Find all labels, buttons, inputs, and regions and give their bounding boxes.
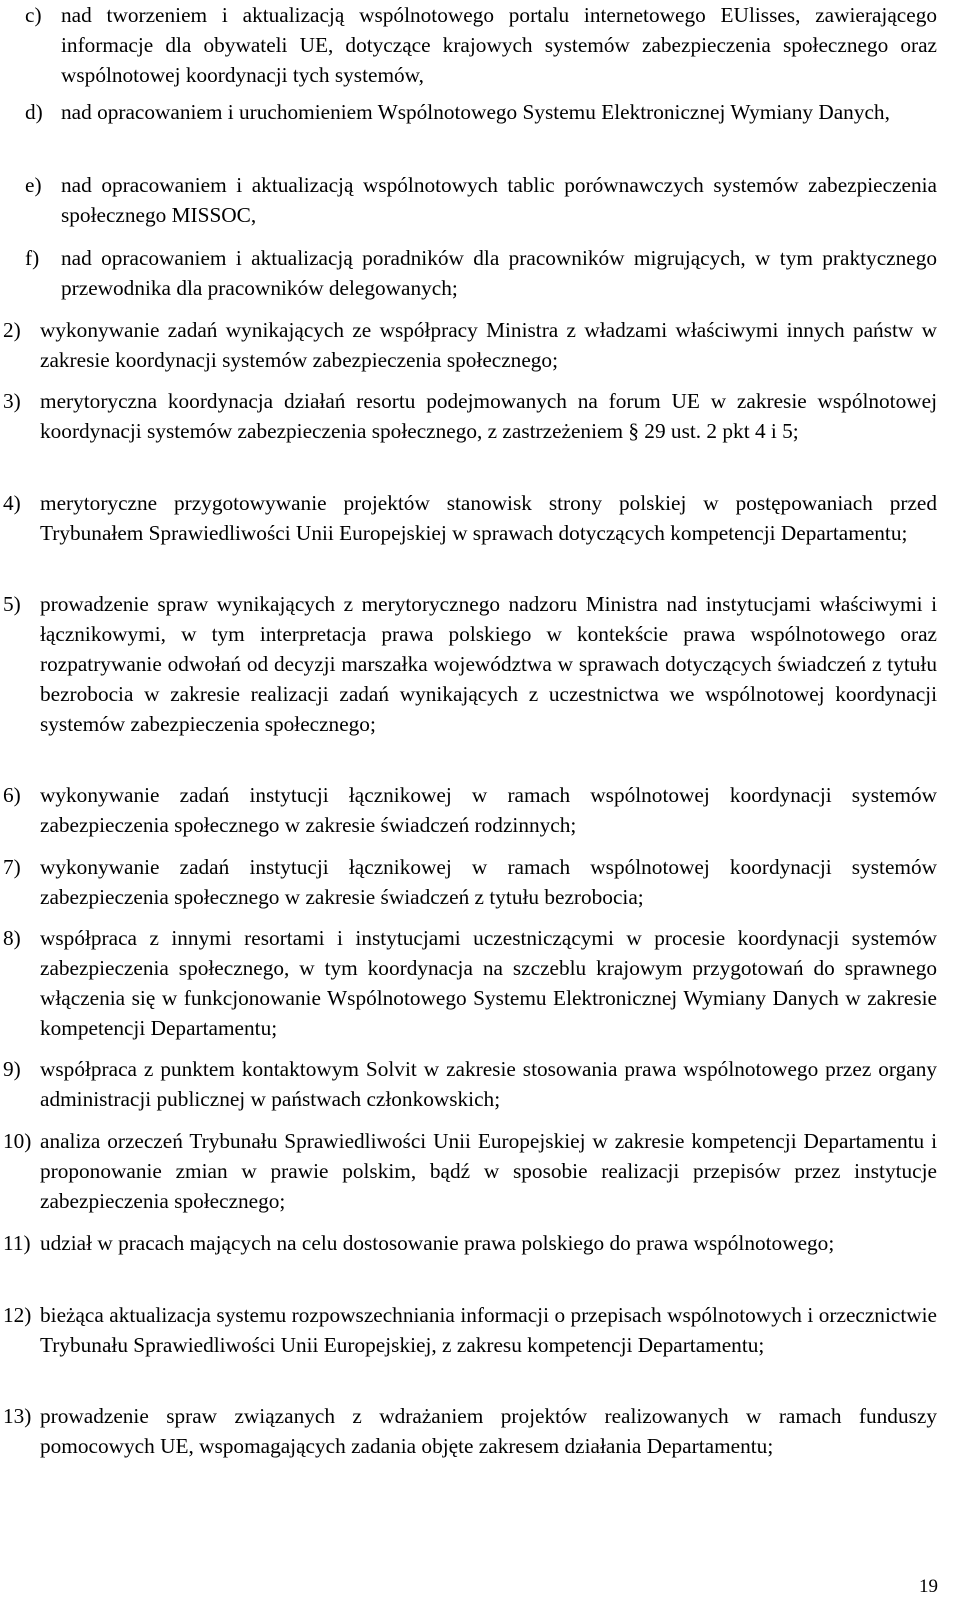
list-item-marker: 2): [3, 318, 21, 342]
list-item-text: udział w pracach mających na celu dostosowanie prawa polskiego do prawa wspólnotowego;: [40, 1231, 835, 1255]
list-item-marker: 8): [3, 926, 21, 950]
list-item-text: współpraca z innymi resortami i instytucjami uczestniczącymi w procesie koordynacji systemów zabezpieczenia społecznego, w tym koordynacja na szczeblu krajowym przygotowań do sprawnego włączenia się w funkcjonowanie Wspólnotowego Systemu Elektronicznej Wymiany Danych w zakresie kompetencji Departamentu;: [40, 926, 937, 1040]
list-item-marker: d): [25, 100, 43, 124]
list-item-text: wykonywanie zadań instytucji łącznikowej w ramach wspólnotowej koordynacji systemów zabezpieczenia społecznego w zakresie świadczeń rodzinnych;: [40, 783, 937, 837]
list-item-text: nad opracowaniem i aktualizacją poradników dla pracowników migrujących, w tym praktycznego przewodnika dla pracowników delegowanych;: [61, 246, 937, 300]
list-item-text: współpraca z punktem kontaktowym Solvit w zakresie stosowania prawa wspólnotowego przez organy administracji publicznej w państwach członkowskich;: [40, 1057, 937, 1111]
list-item-text: prowadzenie spraw wynikających z merytorycznego nadzoru Ministra nad instytucjami właściwymi i łącznikowymi, w tym interpretacja prawa polskiego w kontekście prawa wspólnotowego oraz rozpatrywanie odwołań od decyzji marszałka województwa w sprawach dotyczących świadczeń z tytułu bezrobocia w zakresie realizacji zadań wynikających z uczestnictwa we wspólnotowej koordynacji systemów zabezpieczenia społecznego;: [40, 592, 937, 736]
list-item-text: analiza orzeczeń Trybunału Sprawiedliwości Unii Europejskiej w zakresie kompetencji Departamentu i proponowanie zmian w prawie polskim, bądź w sposobie realizacji przepisów przez instytucje zabezpieczenia społecznego;: [40, 1129, 937, 1213]
page-number: 19: [919, 1576, 938, 1597]
list-item-text: merytoryczna koordynacja działań resortu podejmowanych na forum UE w zakresie wspólnotowej koordynacji systemów zabezpieczenia społecznego, z zastrzeżeniem § 29 ust. 2 pkt 4 i 5;: [40, 389, 937, 443]
list-item-marker: 5): [3, 592, 21, 616]
list-item-marker: f): [25, 246, 40, 270]
list-item-text: merytoryczne przygotowywanie projektów stanowisk strony polskiej w postępowaniach przed Trybunałem Sprawiedliwości Unii Europejskiej w sprawach dotyczących kompetencji Departamentu;: [40, 491, 937, 545]
list-item-marker: 11): [3, 1231, 31, 1255]
list-item-text: nad opracowaniem i uruchomieniem Wspólnotowego Systemu Elektronicznej Wymiany Danych,: [61, 100, 890, 124]
list-item-text: bieżąca aktualizacja systemu rozpowszechniania informacji o przepisach wspólnotowych i orzecznictwie Trybunału Sprawiedliwości Unii Europejskiej, z zakresu kompetencji Departamentu;: [40, 1303, 937, 1357]
list-item-text: prowadzenie spraw związanych z wdrażaniem projektów realizowanych w ramach funduszy pomocowych UE, wspomagających zadania objęte zakresem działania Departamentu;: [40, 1404, 937, 1458]
list-item-text: wykonywanie zadań instytucji łącznikowej w ramach wspólnotowej koordynacji systemów zabezpieczenia społecznego w zakresie świadczeń z tytułu bezrobocia;: [40, 855, 937, 909]
list-item-text: nad opracowaniem i aktualizacją wspólnotowych tablic porównawczych systemów zabezpieczenia społecznego MISSOC,: [61, 173, 937, 227]
list-item-text: nad tworzeniem i aktualizacją wspólnotowego portalu internetowego EUlisses, zawierającego informacje dla obywateli UE, dotyczące krajowych systemów zabezpieczenia społecznego oraz wspólnotowej koordynacji tych systemów,: [61, 3, 937, 87]
list-item-marker: 10): [3, 1129, 32, 1153]
list-item-marker: 4): [3, 491, 21, 515]
list-item-marker: c): [25, 3, 42, 27]
list-item-marker: 13): [3, 1404, 32, 1428]
list-item-marker: 9): [3, 1057, 21, 1081]
list-item-marker: 12): [3, 1303, 32, 1327]
list-item-marker: 7): [3, 855, 21, 879]
list-item-marker: 6): [3, 783, 21, 807]
list-item-marker: 3): [3, 389, 21, 413]
list-item-marker: e): [25, 173, 42, 197]
list-item-text: wykonywanie zadań wynikających ze współpracy Ministra z władzami właściwymi innych państw w zakresie koordynacji systemów zabezpieczenia społecznego;: [40, 318, 937, 372]
